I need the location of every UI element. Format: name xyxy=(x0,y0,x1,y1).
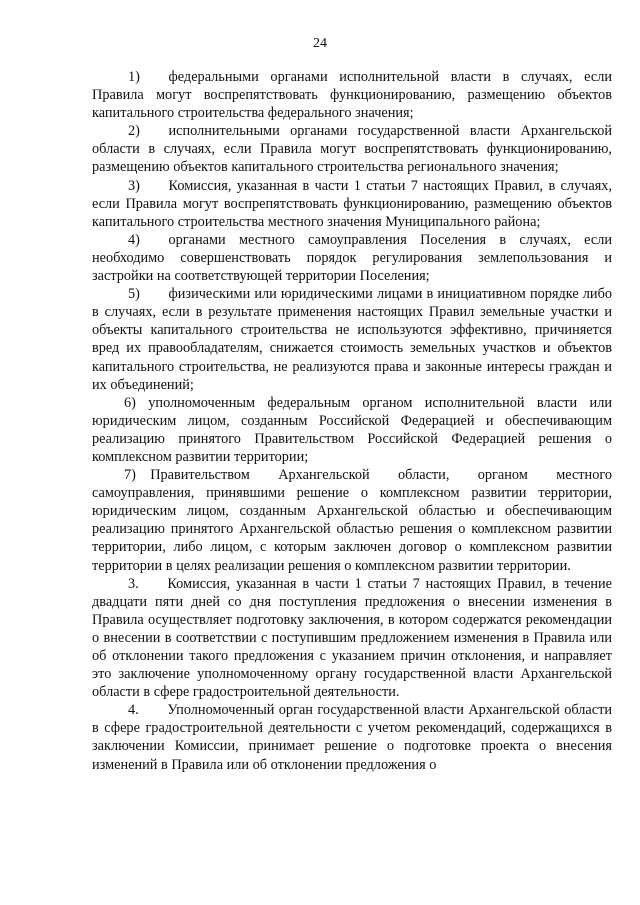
paragraph-item-1: 1) федеральными органами исполнительной власти в случаях, если Правила могут воспрепятствовать функционированию, размещению объектов капитального строительства федерального значения; xyxy=(92,69,612,122)
paragraph-item-3: 3) Комиссия, указанная в части 1 статьи 7 настоящих Правил, в случаях, если Правила могут воспрепятствовать функционированию, размещению объектов капитального строительства местного значения Муниципального района; xyxy=(92,177,612,230)
paragraph-item-7: 7) Правительством Архангельской области, органом местного самоуправления, принявшими решение о комплексном развитии территории, юридическим лицом, созданным Архангельской областью и обеспечивающим реализацию принятого Архангельской областью решения о комплексном развитии территории, либо лицом, с которым заключен договор о комплексном развитии территории в целях реализации решения о комплексном развитии территории. xyxy=(92,467,612,574)
paragraph-item-4: 4) органами местного самоуправления Поселения в случаях, если необходимо совершенствовать порядок регулирования землепользования и застройки на соответствующей территории Поселения; xyxy=(92,231,612,285)
page-number: 24 xyxy=(313,36,327,51)
paragraph-section-4: 4. Уполномоченный орган государственной власти Архангельской области в сфере градостроительной деятельности с учетом рекомендаций, содержащихся в заключении Комиссии, принимает решение о подготовке проекта о внесения изменений в Правила или об отклонении предложения о xyxy=(92,702,612,773)
paragraph-section-3: 3. Комиссия, указанная в части 1 статьи 7 настоящих Правил, в течение двадцати пяти дней со дня поступления предложения о внесении изменения в Правила осуществляет подготовку заключения, в котором содержатся рекомендации о внесении в соответствии с поступившим предложением изменения в Правила или об отклонении такого предложения с указанием причин отклонения, и направляет это заключение уполномоченному органу государственной власти Архангельской области в сфере градостроительной деятельности. xyxy=(92,575,612,701)
paragraph-item-6: 6) уполномоченным федеральным органом исполнительной власти или юридическим лицом, созданным Российской Федерацией и обеспечивающим реализацию принятого Правительством Российской Федерацией решения о комплексном развитии территории; xyxy=(92,394,612,465)
paragraph-item-2: 2) исполнительными органами государственной власти Архангельской области в случаях, если Правила могут воспрепятствовать функционированию, размещению объектов капитального строительства регионального значения; xyxy=(92,123,612,176)
document-body xyxy=(92,68,612,774)
paragraph-item-5: 5) физическими или юридическими лицами в инициативном порядке либо в случаях, если в результате применения настоящих Правил земельные участки и объекты капитального строительства не используются эффективно, причиняется вред их правообладателям, снижается стоимость земельных участков и объектов капитального строительства, не реализуются права и законные интересы граждан и их объединений; xyxy=(92,286,612,393)
